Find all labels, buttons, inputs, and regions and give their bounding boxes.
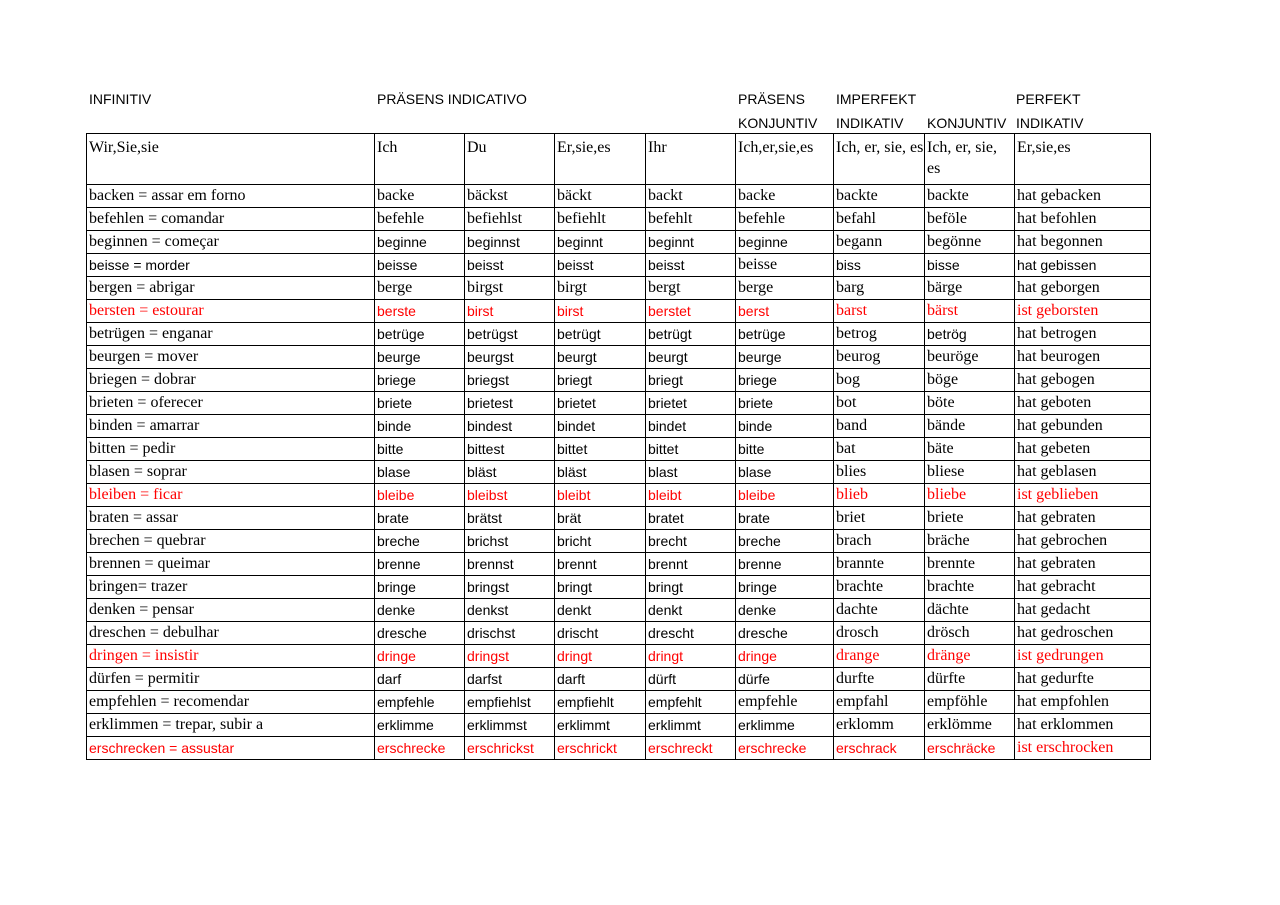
cell-imperfekt: biss [834, 254, 925, 277]
cell-ich: binde [375, 415, 465, 438]
cell-perfekt: hat beurogen [1015, 346, 1151, 369]
cell-infinitiv: briegen = dobrar [87, 369, 375, 392]
cell-du: bittest [465, 438, 555, 461]
cell-ihr: bittet [646, 438, 736, 461]
cell-er-sie-es: birst [555, 300, 646, 323]
header-imperfekt-line2: INDIKATIV [836, 115, 904, 131]
cell-infinitiv: beurgen = mover [87, 346, 375, 369]
cell-imperfekt: empfahl [834, 691, 925, 714]
cell-perfekt: hat gebrochen [1015, 530, 1151, 553]
cell-konjuntiv-prasens: brate [736, 507, 834, 530]
cell-ihr: befehlt [646, 208, 736, 231]
header-prasens-konjuntiv-line2: KONJUNTIV [738, 115, 818, 131]
cell-perfekt: hat betrogen [1015, 323, 1151, 346]
table-row [87, 507, 1151, 530]
cell-ich: beisse [375, 254, 465, 277]
table-row [87, 599, 1151, 622]
cell-ihr: brecht [646, 530, 736, 553]
cell-konjuntiv-prasens: bringe [736, 576, 834, 599]
table-row [87, 576, 1151, 599]
cell-ich: blase [375, 461, 465, 484]
column-header-infinitiv: Wir,Sie,sie [87, 134, 375, 185]
cell-konjuntiv-imperfekt: backte [925, 185, 1015, 208]
cell-infinitiv: dürfen = permitir [87, 668, 375, 691]
cell-perfekt: hat gebogen [1015, 369, 1151, 392]
cell-ihr: beurgt [646, 346, 736, 369]
cell-ihr: beginnt [646, 231, 736, 254]
cell-ich: brate [375, 507, 465, 530]
cell-konjuntiv-prasens: betrüge [736, 323, 834, 346]
cell-konjuntiv-imperfekt: bisse [925, 254, 1015, 277]
header-prasens-indicativo: PRÄSENS INDICATIVO [377, 91, 527, 107]
cell-ihr: bindet [646, 415, 736, 438]
cell-konjuntiv-imperfekt: begönne [925, 231, 1015, 254]
table-row [87, 622, 1151, 645]
cell-konjuntiv-prasens: berst [736, 300, 834, 323]
cell-infinitiv: brennen = queimar [87, 553, 375, 576]
cell-du: denkst [465, 599, 555, 622]
header-prasens-konjuntiv-line1: PRÄSENS [738, 91, 805, 107]
cell-infinitiv: bringen= trazer [87, 576, 375, 599]
cell-infinitiv: denken = pensar [87, 599, 375, 622]
cell-imperfekt: blies [834, 461, 925, 484]
cell-er-sie-es: befiehlt [555, 208, 646, 231]
table-row [87, 369, 1151, 392]
cell-imperfekt: drange [834, 645, 925, 668]
verb-conjugation-table [86, 133, 1151, 760]
cell-ich: dringe [375, 645, 465, 668]
cell-infinitiv: bergen = abrigar [87, 277, 375, 300]
cell-konjuntiv-imperfekt: bände [925, 415, 1015, 438]
cell-perfekt: ist geborsten [1015, 300, 1151, 323]
cell-imperfekt: durfte [834, 668, 925, 691]
cell-ich: denke [375, 599, 465, 622]
cell-infinitiv: beisse = morder [87, 254, 375, 277]
column-header-imperfekt: Ich, er, sie, es [834, 134, 925, 185]
cell-konjuntiv-prasens: beurge [736, 346, 834, 369]
table-row [87, 438, 1151, 461]
cell-ihr: berstet [646, 300, 736, 323]
cell-ihr: drescht [646, 622, 736, 645]
cell-er-sie-es: briegt [555, 369, 646, 392]
cell-perfekt: hat geblasen [1015, 461, 1151, 484]
cell-ich: bitte [375, 438, 465, 461]
table-row [87, 277, 1151, 300]
cell-du: bringst [465, 576, 555, 599]
cell-perfekt: ist geblieben [1015, 484, 1151, 507]
cell-konjuntiv-imperfekt: dränge [925, 645, 1015, 668]
cell-ich: empfehle [375, 691, 465, 714]
cell-perfekt: hat geboten [1015, 392, 1151, 415]
column-header-perfekt: Er,sie,es [1015, 134, 1151, 185]
cell-konjuntiv-prasens: bleibe [736, 484, 834, 507]
cell-du: darfst [465, 668, 555, 691]
column-header-ihr: Ihr [646, 134, 736, 185]
cell-infinitiv: dringen = insistir [87, 645, 375, 668]
cell-imperfekt: brannte [834, 553, 925, 576]
cell-imperfekt: erschrack [834, 737, 925, 760]
cell-konjuntiv-imperfekt: beuröge [925, 346, 1015, 369]
cell-konjuntiv-imperfekt: empföhle [925, 691, 1015, 714]
cell-imperfekt: blieb [834, 484, 925, 507]
cell-er-sie-es: bleibt [555, 484, 646, 507]
column-header-konjuntiv-prasens: Ich,er,sie,es [736, 134, 834, 185]
column-header-ich: Ich [375, 134, 465, 185]
header-infinitiv: INFINITIV [89, 91, 152, 107]
cell-ihr: brietet [646, 392, 736, 415]
cell-ich: erschrecke [375, 737, 465, 760]
cell-konjuntiv-prasens: denke [736, 599, 834, 622]
cell-imperfekt: band [834, 415, 925, 438]
cell-du: erklimmst [465, 714, 555, 737]
column-header-du: Du [465, 134, 555, 185]
cell-ich: beurge [375, 346, 465, 369]
cell-perfekt: hat gebissen [1015, 254, 1151, 277]
cell-konjuntiv-prasens: briete [736, 392, 834, 415]
cell-perfekt: ist erschrocken [1015, 737, 1151, 760]
cell-ihr: brennt [646, 553, 736, 576]
cell-du: brietest [465, 392, 555, 415]
cell-ich: bleibe [375, 484, 465, 507]
cell-konjuntiv-imperfekt: bliese [925, 461, 1015, 484]
cell-er-sie-es: bittet [555, 438, 646, 461]
cell-konjuntiv-imperfekt: dürfte [925, 668, 1015, 691]
cell-perfekt: ist gedrungen [1015, 645, 1151, 668]
cell-perfekt: hat gebracht [1015, 576, 1151, 599]
cell-konjuntiv-imperfekt: bäte [925, 438, 1015, 461]
table-row [87, 346, 1151, 369]
cell-infinitiv: brechen = quebrar [87, 530, 375, 553]
cell-ich: befehle [375, 208, 465, 231]
cell-du: beisst [465, 254, 555, 277]
table-row [87, 737, 1151, 760]
cell-konjuntiv-prasens: erschrecke [736, 737, 834, 760]
cell-er-sie-es: empfiehlt [555, 691, 646, 714]
cell-ihr: empfehlt [646, 691, 736, 714]
cell-imperfekt: briet [834, 507, 925, 530]
cell-ich: briege [375, 369, 465, 392]
cell-konjuntiv-imperfekt: bräche [925, 530, 1015, 553]
cell-konjuntiv-imperfekt: betrög [925, 323, 1015, 346]
cell-er-sie-es: bringt [555, 576, 646, 599]
cell-er-sie-es: bäckt [555, 185, 646, 208]
cell-imperfekt: bog [834, 369, 925, 392]
cell-imperfekt: bat [834, 438, 925, 461]
cell-konjuntiv-prasens: erklimme [736, 714, 834, 737]
table-row [87, 530, 1151, 553]
cell-er-sie-es: darft [555, 668, 646, 691]
table-row [87, 415, 1151, 438]
cell-imperfekt: dachte [834, 599, 925, 622]
cell-perfekt: hat befohlen [1015, 208, 1151, 231]
cell-ich: briete [375, 392, 465, 415]
cell-konjuntiv-prasens: breche [736, 530, 834, 553]
cell-konjuntiv-imperfekt: beföle [925, 208, 1015, 231]
cell-infinitiv: erklimmen = trepar, subir a [87, 714, 375, 737]
cell-infinitiv: binden = amarrar [87, 415, 375, 438]
cell-perfekt: hat begonnen [1015, 231, 1151, 254]
cell-konjuntiv-imperfekt: erklömme [925, 714, 1015, 737]
cell-konjuntiv-imperfekt: bliebe [925, 484, 1015, 507]
cell-imperfekt: brachte [834, 576, 925, 599]
cell-imperfekt: bot [834, 392, 925, 415]
cell-perfekt: hat empfohlen [1015, 691, 1151, 714]
header-konjuntiv: KONJUNTIV [927, 115, 1007, 131]
cell-imperfekt: barg [834, 277, 925, 300]
column-header-konjuntiv-imperfekt: Ich, er, sie, es [925, 134, 1015, 185]
column-header-er-sie-es: Er,sie,es [555, 134, 646, 185]
cell-er-sie-es: brennt [555, 553, 646, 576]
cell-infinitiv: bleiben = ficar [87, 484, 375, 507]
cell-ich: bringe [375, 576, 465, 599]
cell-ihr: bringt [646, 576, 736, 599]
cell-du: drischst [465, 622, 555, 645]
table-row [87, 645, 1151, 668]
cell-imperfekt: betrog [834, 323, 925, 346]
cell-du: bindest [465, 415, 555, 438]
cell-du: brennst [465, 553, 555, 576]
table-header-row [87, 134, 1151, 185]
cell-konjuntiv-prasens: backe [736, 185, 834, 208]
cell-er-sie-es: beisst [555, 254, 646, 277]
cell-du: erschrickst [465, 737, 555, 760]
cell-konjuntiv-imperfekt: bärge [925, 277, 1015, 300]
cell-infinitiv: betrügen = enganar [87, 323, 375, 346]
cell-konjuntiv-imperfekt: brachte [925, 576, 1015, 599]
table-row [87, 254, 1151, 277]
cell-du: birst [465, 300, 555, 323]
cell-du: brichst [465, 530, 555, 553]
cell-ihr: backt [646, 185, 736, 208]
cell-ich: berge [375, 277, 465, 300]
cell-perfekt: hat gedurfte [1015, 668, 1151, 691]
cell-er-sie-es: denkt [555, 599, 646, 622]
cell-ich: beginne [375, 231, 465, 254]
cell-konjuntiv-prasens: befehle [736, 208, 834, 231]
cell-konjuntiv-prasens: beginne [736, 231, 834, 254]
cell-konjuntiv-prasens: bitte [736, 438, 834, 461]
cell-perfekt: hat gebraten [1015, 553, 1151, 576]
cell-du: birgst [465, 277, 555, 300]
cell-infinitiv: blasen = soprar [87, 461, 375, 484]
cell-ihr: bleibt [646, 484, 736, 507]
cell-perfekt: hat gebraten [1015, 507, 1151, 530]
cell-imperfekt: barst [834, 300, 925, 323]
cell-du: befiehlst [465, 208, 555, 231]
cell-er-sie-es: erklimmt [555, 714, 646, 737]
cell-ihr: bergt [646, 277, 736, 300]
cell-konjuntiv-prasens: berge [736, 277, 834, 300]
cell-er-sie-es: bindet [555, 415, 646, 438]
cell-ich: darf [375, 668, 465, 691]
cell-er-sie-es: bricht [555, 530, 646, 553]
cell-ihr: denkt [646, 599, 736, 622]
cell-ihr: dürft [646, 668, 736, 691]
cell-er-sie-es: drischt [555, 622, 646, 645]
cell-imperfekt: brach [834, 530, 925, 553]
cell-er-sie-es: beurgt [555, 346, 646, 369]
cell-ich: betrüge [375, 323, 465, 346]
cell-perfekt: hat gedacht [1015, 599, 1151, 622]
cell-perfekt: hat gedroschen [1015, 622, 1151, 645]
table-row [87, 208, 1151, 231]
cell-konjuntiv-prasens: beisse [736, 254, 834, 277]
cell-er-sie-es: brietet [555, 392, 646, 415]
cell-konjuntiv-prasens: empfehle [736, 691, 834, 714]
cell-du: beurgst [465, 346, 555, 369]
cell-du: bleibst [465, 484, 555, 507]
cell-er-sie-es: erschrickt [555, 737, 646, 760]
cell-perfekt: hat erklommen [1015, 714, 1151, 737]
table-row [87, 300, 1151, 323]
cell-ich: brenne [375, 553, 465, 576]
cell-du: betrügst [465, 323, 555, 346]
cell-imperfekt: befahl [834, 208, 925, 231]
table-row [87, 461, 1151, 484]
cell-infinitiv: backen = assar em forno [87, 185, 375, 208]
cell-infinitiv: empfehlen = recomendar [87, 691, 375, 714]
cell-konjuntiv-prasens: blase [736, 461, 834, 484]
cell-er-sie-es: birgt [555, 277, 646, 300]
cell-ihr: briegt [646, 369, 736, 392]
cell-er-sie-es: dringt [555, 645, 646, 668]
table-row [87, 323, 1151, 346]
cell-imperfekt: drosch [834, 622, 925, 645]
cell-du: bäckst [465, 185, 555, 208]
header-perfekt-line1: PERFEKT [1016, 91, 1081, 107]
cell-infinitiv: dreschen = debulhar [87, 622, 375, 645]
cell-perfekt: hat gebacken [1015, 185, 1151, 208]
cell-imperfekt: backte [834, 185, 925, 208]
cell-konjuntiv-prasens: binde [736, 415, 834, 438]
cell-ihr: bratet [646, 507, 736, 530]
table-row [87, 392, 1151, 415]
cell-konjuntiv-imperfekt: böge [925, 369, 1015, 392]
cell-konjuntiv-imperfekt: erschräcke [925, 737, 1015, 760]
cell-imperfekt: begann [834, 231, 925, 254]
cell-konjuntiv-prasens: dringe [736, 645, 834, 668]
table-row [87, 484, 1151, 507]
cell-er-sie-es: betrügt [555, 323, 646, 346]
cell-konjuntiv-imperfekt: drösch [925, 622, 1015, 645]
cell-ihr: erschreckt [646, 737, 736, 760]
cell-konjuntiv-prasens: dresche [736, 622, 834, 645]
cell-er-sie-es: beginnt [555, 231, 646, 254]
cell-er-sie-es: bläst [555, 461, 646, 484]
cell-imperfekt: erklomm [834, 714, 925, 737]
table-row [87, 231, 1151, 254]
cell-ihr: beisst [646, 254, 736, 277]
cell-infinitiv: beginnen = começar [87, 231, 375, 254]
cell-ich: breche [375, 530, 465, 553]
cell-ihr: dringt [646, 645, 736, 668]
cell-konjuntiv-imperfekt: brennte [925, 553, 1015, 576]
table-row [87, 185, 1151, 208]
cell-ihr: erklimmt [646, 714, 736, 737]
cell-perfekt: hat gebunden [1015, 415, 1151, 438]
cell-konjuntiv-imperfekt: bärst [925, 300, 1015, 323]
cell-perfekt: hat gebeten [1015, 438, 1151, 461]
cell-ihr: betrügt [646, 323, 736, 346]
cell-infinitiv: bersten = estourar [87, 300, 375, 323]
cell-ich: dresche [375, 622, 465, 645]
cell-ich: backe [375, 185, 465, 208]
table-row [87, 553, 1151, 576]
cell-infinitiv: befehlen = comandar [87, 208, 375, 231]
cell-ich: berste [375, 300, 465, 323]
cell-ich: erklimme [375, 714, 465, 737]
cell-du: beginnst [465, 231, 555, 254]
cell-infinitiv: brieten = oferecer [87, 392, 375, 415]
cell-konjuntiv-prasens: briege [736, 369, 834, 392]
header-perfekt-line2: INDIKATIV [1016, 115, 1084, 131]
cell-er-sie-es: brät [555, 507, 646, 530]
cell-du: dringst [465, 645, 555, 668]
table-row [87, 691, 1151, 714]
cell-perfekt: hat geborgen [1015, 277, 1151, 300]
cell-du: briegst [465, 369, 555, 392]
cell-konjuntiv-prasens: dürfe [736, 668, 834, 691]
header-imperfekt-line1: IMPERFEKT [836, 91, 917, 107]
cell-infinitiv: braten = assar [87, 507, 375, 530]
cell-du: empfiehlst [465, 691, 555, 714]
cell-du: bläst [465, 461, 555, 484]
table-row [87, 668, 1151, 691]
cell-ihr: blast [646, 461, 736, 484]
cell-konjuntiv-prasens: brenne [736, 553, 834, 576]
cell-imperfekt: beurog [834, 346, 925, 369]
cell-konjuntiv-imperfekt: böte [925, 392, 1015, 415]
cell-konjuntiv-imperfekt: briete [925, 507, 1015, 530]
table-row [87, 714, 1151, 737]
cell-konjuntiv-imperfekt: dächte [925, 599, 1015, 622]
cell-du: brätst [465, 507, 555, 530]
cell-infinitiv: bitten = pedir [87, 438, 375, 461]
cell-infinitiv: erschrecken = assustar [87, 737, 375, 760]
